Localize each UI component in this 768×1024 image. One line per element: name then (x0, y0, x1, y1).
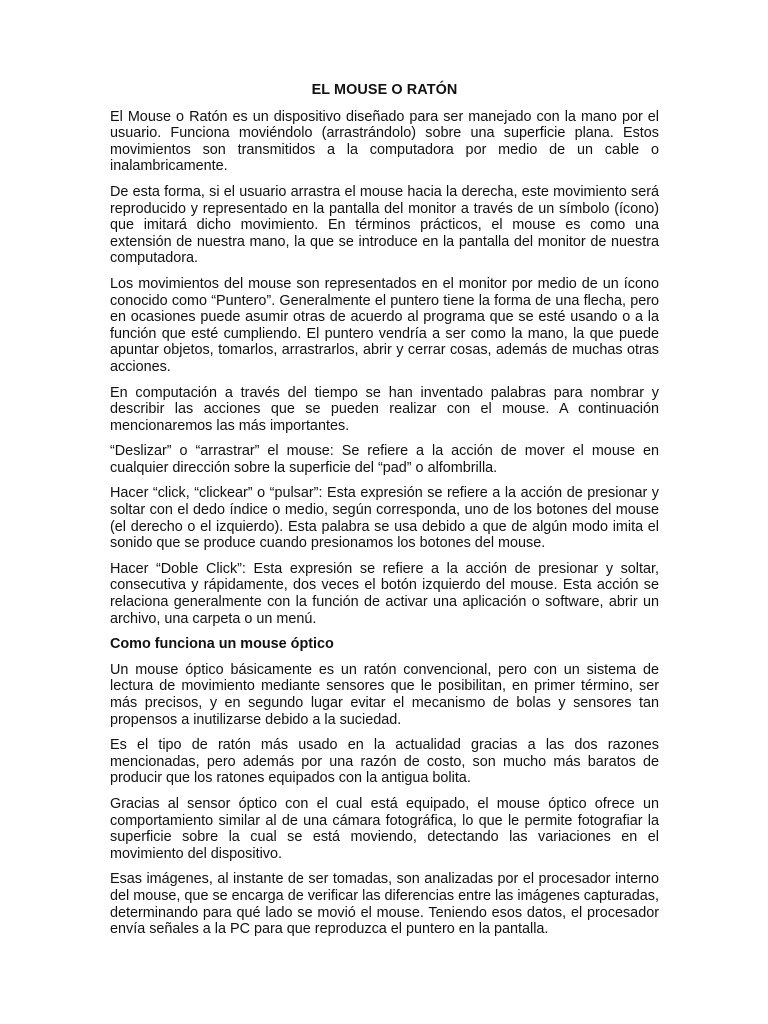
paragraph: Hacer “Doble Click”: Esta expresión se refiere a la acción de presionar y soltar, consecutiva y rápidamente, dos veces el botón izquierdo del mouse. Esta acción se relaciona generalmente con la función de activar una aplicación o software, abrir un archivo, una carpeta o un menú. (110, 560, 659, 627)
document-page (110, 82, 659, 947)
paragraph: Un mouse óptico básicamente es un ratón convencional, pero con un sistema de lectura de movimiento mediante sensores que le posibilitan, en primer término, ser más precisos, y en segundo lugar evitar el mecanismo de bolas y sensores tan propensos a inutilizarse debido a la suciedad. (110, 661, 659, 728)
paragraph: “Deslizar” o “arrastrar” el mouse: Se refiere a la acción de mover el mouse en cualquier dirección sobre la superficie del “pad” o alfombrilla. (110, 443, 659, 476)
paragraph: Gracias al sensor óptico con el cual está equipado, el mouse óptico ofrece un comportamiento similar al de una cámara fotográfica, lo que le permite fotografiar la superficie sobre la cual se está moviendo, detectando las variaciones en el movimiento del dispositivo. (110, 795, 659, 862)
document-title: EL MOUSE O RATÓN (311, 82, 458, 98)
paragraph: De esta forma, si el usuario arrastra el mouse hacia la derecha, este movimiento será reproducido y representado en la pantalla del monitor a través de un símbolo (ícono) que imitará dicho movimiento. En términos prácticos, el mouse es como una extensión de nuestra mano, la que se introduce en la pantalla del monitor de nuestra computadora. (110, 183, 659, 267)
paragraph: Esas imágenes, al instante de ser tomadas, son analizadas por el procesador interno del mouse, que se encarga de verificar las diferencias entre las imágenes capturadas, determinando para qué lado se movió el mouse. Teniendo esos datos, el procesador envía señales a la PC para que reproduzca el puntero en la pantalla. (110, 871, 659, 938)
paragraph: Hacer “click, “clickear” o “pulsar”: Esta expresión se refiere a la acción de presionar y soltar con el dedo índice o medio, según corresponda, uno de los botones del mouse (el derecho o el izquierdo). Esta palabra se usa debido a que de algún modo imita el sonido que se produce cuando presionamos los botones del mouse. (110, 485, 659, 552)
paragraph: Los movimientos del mouse son representados en el monitor por medio de un ícono conocido como “Puntero”. Generalmente el puntero tiene la forma de una flecha, pero en ocasiones puede asumir otras de acuerdo al programa que se esté usando o a la función que esté cumpliendo. El puntero vendría a ser como la mano, la que puede apuntar objetos, tomarlos, arrastrarlos, abrir y cerrar cosas, además de muchas otras acciones. (110, 275, 659, 375)
paragraph: Es el tipo de ratón más usado en la actualidad gracias a las dos razones mencionadas, pero además por una razón de costo, son mucho más baratos de producir que los ratones equipados con la antigua bolita. (110, 737, 659, 787)
paragraph: El Mouse o Ratón es un dispositivo diseñado para ser manejado con la mano por el usuario. Funciona moviéndolo (arrastrándolo) sobre una superficie plana. Estos movimientos son transmitidos a la computadora por medio de un cable o inalambricamente. (110, 108, 659, 175)
paragraph: En computación a través del tiempo se han inventado palabras para nombrar y describir las acciones que se pueden realizar con el mouse. A continuación mencionaremos las más importantes. (110, 384, 659, 434)
section-heading: Como funciona un mouse óptico (110, 636, 334, 653)
